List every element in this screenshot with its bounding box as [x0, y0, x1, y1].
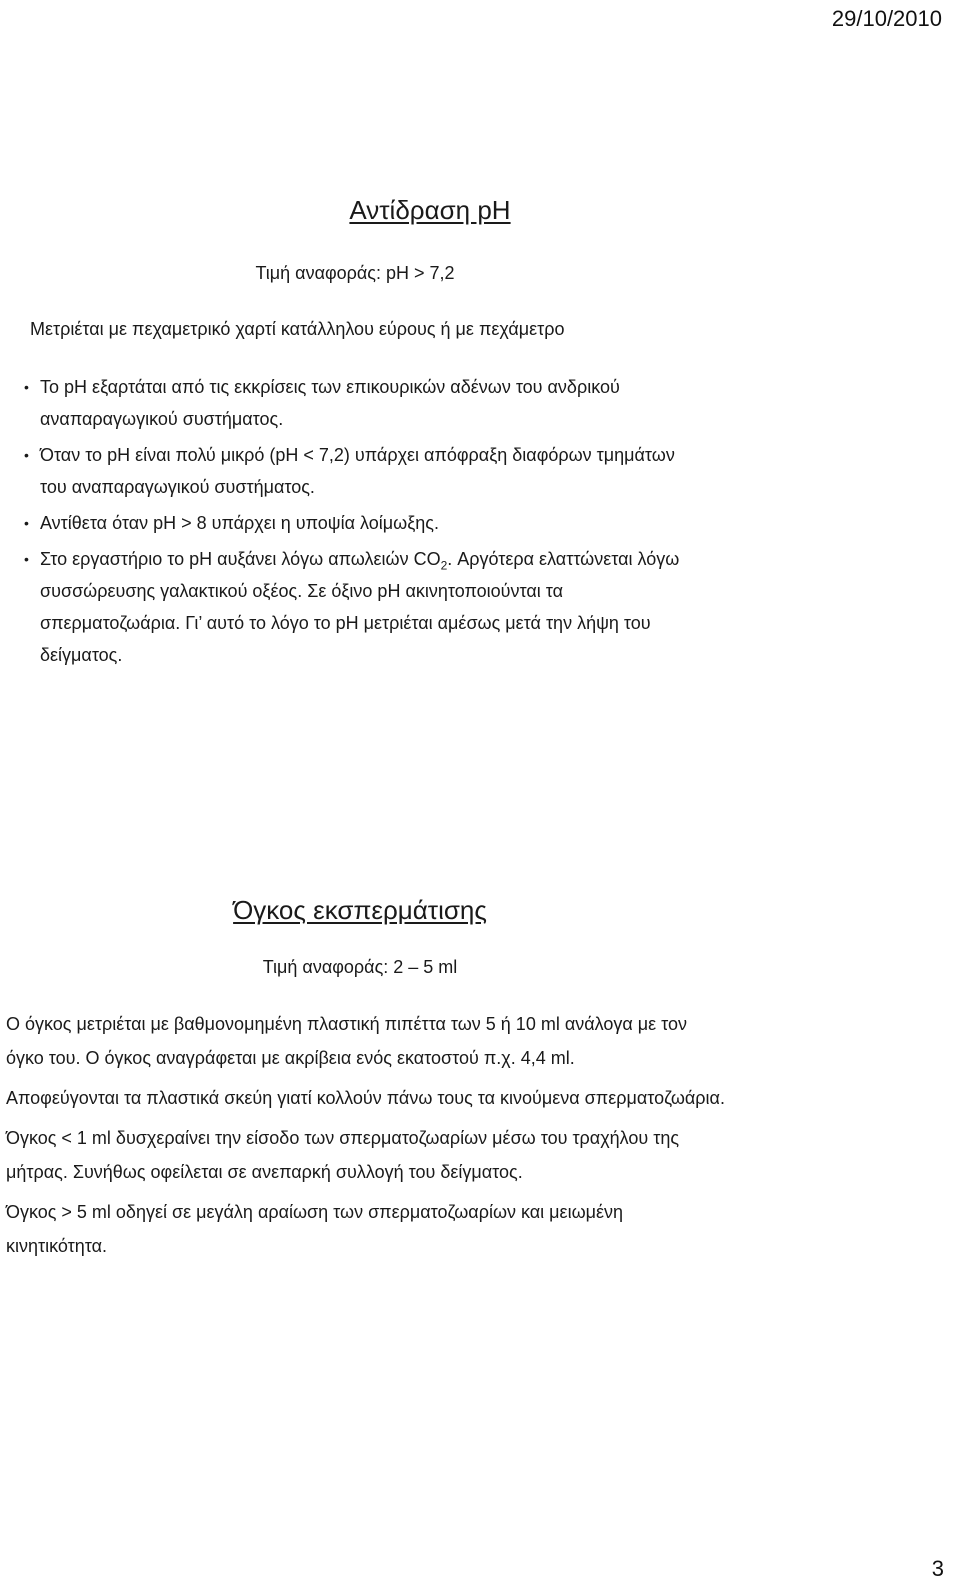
reference-value-volume: Τιμή αναφοράς: 2 – 5 ml	[262, 957, 458, 977]
slide-ejaculate-volume	[0, 895, 960, 1256]
page-number: 3	[931, 1556, 944, 1581]
paragraph-1: Ο όγκος μετριέται με βαθμονομημένη πλαστική πιπέττα των 5 ή 10 ml ανάλογα με τον όγκο του. Ο όγκος αναγράφεται με ακρίβεια ενός εκατοστού π.χ. 4,4 ml.	[6, 1014, 688, 1068]
bullet-4-text-end: . Αργότερα ελαττώνεται λόγω συσσώρευσης γαλακτικού οξέος. Σε όξινο pH ακινητοποιούνται τα σπερματοζωάρια. Γι’ αυτό το λόγο το pH μετριέται αμέσως μετά την λήψη του δείγματος.	[40, 549, 680, 665]
reference-value-ph: Τιμή αναφοράς: pH > 7,2	[255, 263, 455, 283]
bullet-item-3: • Αντίθετα όταν pH > 8 υπάρχει η υποψία λοίμωξης.	[24, 507, 704, 539]
bullet-item-2: • Όταν το pH είναι πολύ μικρό (pH < 7,2) υπάρχει απόφραξη διαφόρων τμημάτων του αναπαραγωγικού συστήματος.	[24, 439, 704, 503]
ph-bullet-list	[24, 371, 704, 675]
volume-paragraphs	[6, 1007, 726, 1269]
bullet-item-4	[24, 543, 704, 671]
measurement-method-text: Μετριέται με πεχαμετρικό χαρτί κατάλληλου εύρους ή με πεχάμετρο	[30, 319, 565, 339]
slide-title-volume: Όγκος εκσπερμάτισης	[233, 895, 487, 925]
paragraph-2: Αποφεύγονται τα πλαστικά σκεύη γιατί κολλούν πάνω τους τα κινούμενα σπερματοζωάρια.	[6, 1088, 725, 1108]
bullet-4-text-start: Στο εργαστήριο το pH αυξάνει λόγω απωλειών CO	[40, 549, 441, 569]
header-date: 29/10/2010	[831, 6, 942, 31]
slide-ph-reaction	[0, 195, 960, 665]
paragraph-3: Όγκος < 1 ml δυσχεραίνει την είσοδο των σπερματοζωαρίων μέσω του τραχήλου της μήτρας. Συνήθως οφείλεται σε ανεπαρκή συλλογή του δείγματος.	[6, 1128, 680, 1182]
slide-title-ph: Αντίδραση pH	[349, 195, 511, 225]
bullet-item-1: • Το pH εξαρτάται από τις εκκρίσεις των επικουρικών αδένων του ανδρικού αναπαραγωγικού συστήματος.	[24, 371, 704, 435]
co2-subscript: 2	[440, 558, 448, 573]
paragraph-4: Όγκος > 5 ml οδηγεί σε μεγάλη αραίωση των σπερματοζωαρίων και μειωμένη κινητικότητα.	[6, 1202, 624, 1256]
